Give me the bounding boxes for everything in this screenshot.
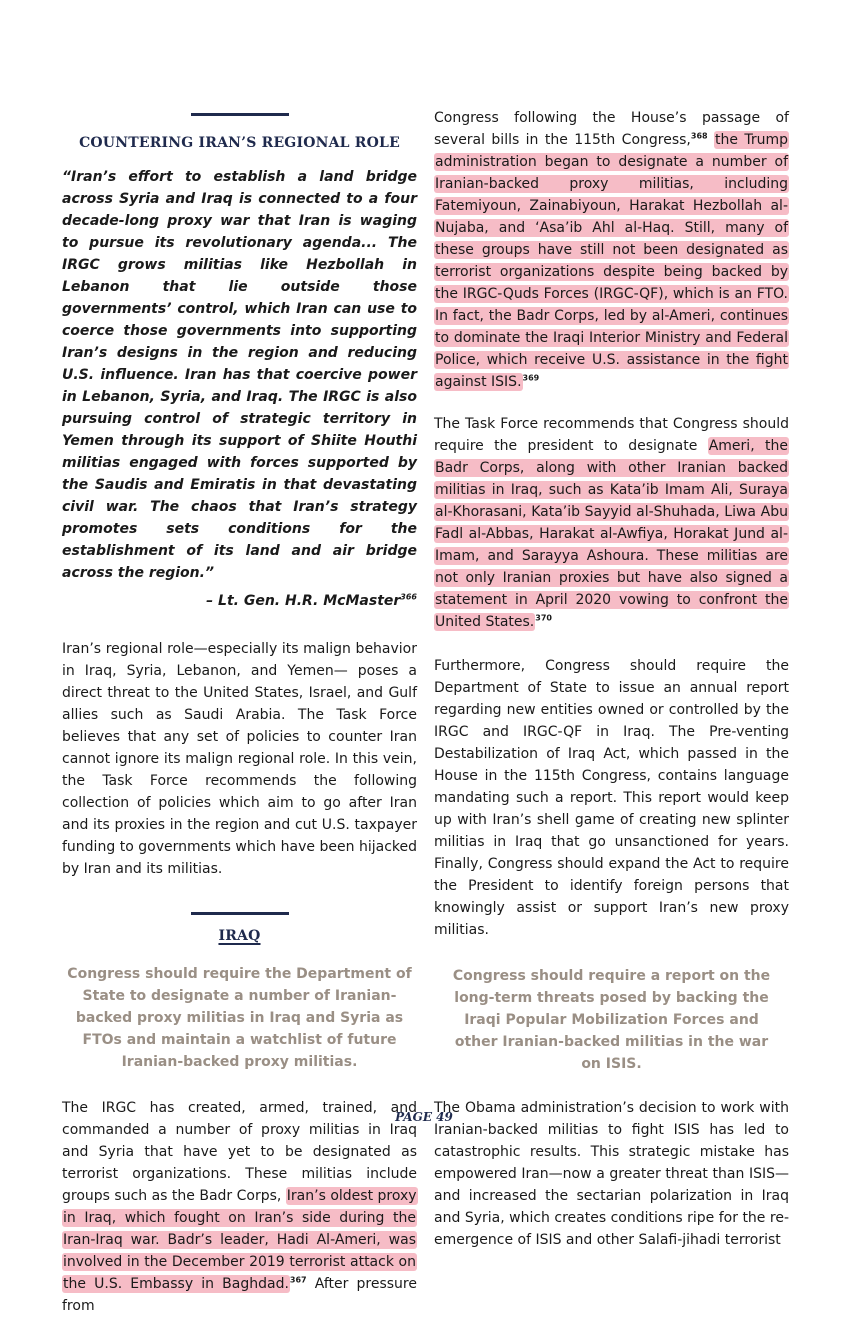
- section-rule: [191, 113, 289, 116]
- recommendation-callout: Congress should require the Department of State to designate a number of Iranian-backed proxy militias in Iraq and Syria as FTOs and maintain a watchlist of future Iranian-backed proxy militias.: [67, 966, 412, 1070]
- highlighted-text: the Trump administration began to designate a number of Iranian-backed proxy militias, including Fatemiyoun, Zainabiyoun, Harakat Hezbollah al-Nujaba, and ‘Asa’ib Ahl al-Haq. Still, many of these groups have still not been designated as terrorist organizations despite being backed by the IRGC-Quds Forces (IRGC-QF), which is an FTO. In fact, the Badr Corps, led by al-Ameri, continues to dominate the Iraqi Interior Ministry and Federal Police, which receive U.S. assistance in the fight against ISIS.: [435, 132, 789, 390]
- footnote-ref[interactable]: 366: [400, 592, 417, 602]
- report-paragraph: Furthermore, Congress should require the Department of State to issue an annual report regarding new entities owned or controlled by the IRGC and IRGC-QF in Iraq. The Pre-venting Destabilization of Iraq Act, which passed in the House in the 115th Congress, contains language mandating such a report. This report would keep up with Iran’s shell game of creating new splinter militias in Iraq that go unsanctioned for years. Finally, Congress should expand the Act to require the President to identify foreign persons that knowingly assist or support Iran’s new proxy militias.: [434, 658, 789, 938]
- recommendation-callout: Congress should require a report on the long-term threats posed by backing the Iraqi Popular Mobilization Forces and other Iranian-backed militias in the war on ISIS.: [452, 968, 771, 1072]
- section-heading: COUNTERING IRAN’S REGIONAL ROLE: [79, 135, 400, 151]
- designation-paragraph: Congress following the House’s passage of several bills in the 115th Congress,$^{368}$ the Trump administration began to designate a number of Iranian-backed proxy militias, including Fatemiyoun, Zainabiyoun, Harakat Hezbollah al-Nujaba, and ‘Asa’ib Ahl al-Haq. Still, many of these groups have still not been designated as terrorist organizations despite being backed by the IRGC-Quds Forces (IRGC-QF), which is an FTO. In fact, the Badr Corps, led by al-Ameri, continues to dominate the Iraqi Interior Ministry and Federal Police, which receive U.S. assistance in the fight against ISIS.$^{369}$: [434, 110, 789, 390]
- iraq-heading: IRAQ: [218, 928, 261, 944]
- quote-attribution: – Lt. Gen. H.R. McMaster$^{366}$: [206, 592, 417, 609]
- obama-paragraph: The Obama administration’s decision to work with Iranian-backed militias to fight ISIS has led to catastrophic results. This strategic mistake has empowered Iran—now a greater threat than ISIS—and increased the sectarian polarization in Iraq and Syria, which creates conditions ripe for the re-emergence of ISIS and other Salafi-jihadi terrorist: [434, 1100, 789, 1248]
- footnote-ref[interactable]: 369: [522, 373, 540, 383]
- footnote-ref[interactable]: 368: [690, 131, 708, 141]
- footnote-ref[interactable]: 367: [289, 1275, 307, 1285]
- section-rule: [191, 912, 289, 915]
- pull-quote: “Iran’s effort to establish a land bridge across Syria and Iraq is connected to a four decade-long proxy war that Iran is waging to pursue its revolutionary agenda... The IRGC grows militias like Hezbollah in Lebanon that lie outside those governments’ control, which Iran can use to coerce those governments into supporting Iran’s designs in the region and reducing U.S. influence. Iran has that coercive power in Lebanon, Syria, and Iraq. The IRGC is also pursuing control of strategic territory in Yemen through its support of Shiite Houthi militias engaged with forces supported by the Saudis and Emiratis in that devastating civil war. The chaos that Iran’s strategy promotes sets conditions for the establishment of its land and air bridge across the region.”: [62, 169, 417, 581]
- irgc-paragraph: The IRGC has created, armed, trained, and commanded a number of proxy militias in Iraq and Syria that have yet to be designated as terrorist organizations. These militias include groups such as the Badr Corps, Iran’s oldest proxy in Iraq, which fought on Iran’s side during the Iran-Iraq war. Badr’s leader, Hadi Al-Ameri, was involved in the December 2019 terrorist attack on the U.S. Embassy in Baghdad.$^{367}$ After pressure from: [62, 1100, 417, 1314]
- footnote-ref[interactable]: 370: [535, 613, 552, 623]
- highlighted-text: Ameri, the Badr Corps, along with other Iranian backed militias in Iraq, such as Kata’ib Imam Ali, Suraya al-Khorasani, Kata’ib Sayyid al-Shuhada, Liwa Abu Fadl al-Abbas, Harakat al-Awfiya, Horakat Jund al-Imam, and Sarayya Ashoura. These militias are not only Iranian proxies but have also signed a statement in April 2020 vowing to confront the United States.: [435, 438, 788, 630]
- intro-paragraph: Iran’s regional role—especially its malign behavior in Iraq, Syria, Lebanon, and Yemen— poses a direct threat to the United States, Israel, and Gulf allies such as Saudi Arabia. The Task Force believes that any set of policies to counter Iran cannot ignore its malign regional role. In this vein, the Task Force recommends the following collection of policies which aim to go after Iran and its proxies in the region and cut U.S. taxpayer funding to governments which have been hijacked by Iran and its militias.: [62, 641, 417, 877]
- task-force-paragraph: The Task Force recommends that Congress should require the president to designate Ameri, the Badr Corps, along with other Iranian backed militias in Iraq, such as Kata’ib Imam Ali, Suraya al-Khorasani, Kata’ib Sayyid al-Shuhada, Liwa Abu Fadl al-Abbas, Harakat al-Awfiya, Horakat Jund al-Imam, and Sarayya Ashoura. These militias are not only Iranian proxies but have also signed a statement in April 2020 vowing to confront the United States.$^{370}$: [434, 416, 789, 630]
- highlighted-text: Iran’s oldest proxy in Iraq, which fought on Iran’s side during the Iran-Iraq war. Badr’s leader, Hadi Al-Ameri, was involved in the December 2019 terrorist attack on the U.S. Embassy in Baghdad.: [63, 1188, 417, 1292]
- right-column: [434, 0, 789, 1251]
- page-number: PAGE 49: [395, 1110, 453, 1124]
